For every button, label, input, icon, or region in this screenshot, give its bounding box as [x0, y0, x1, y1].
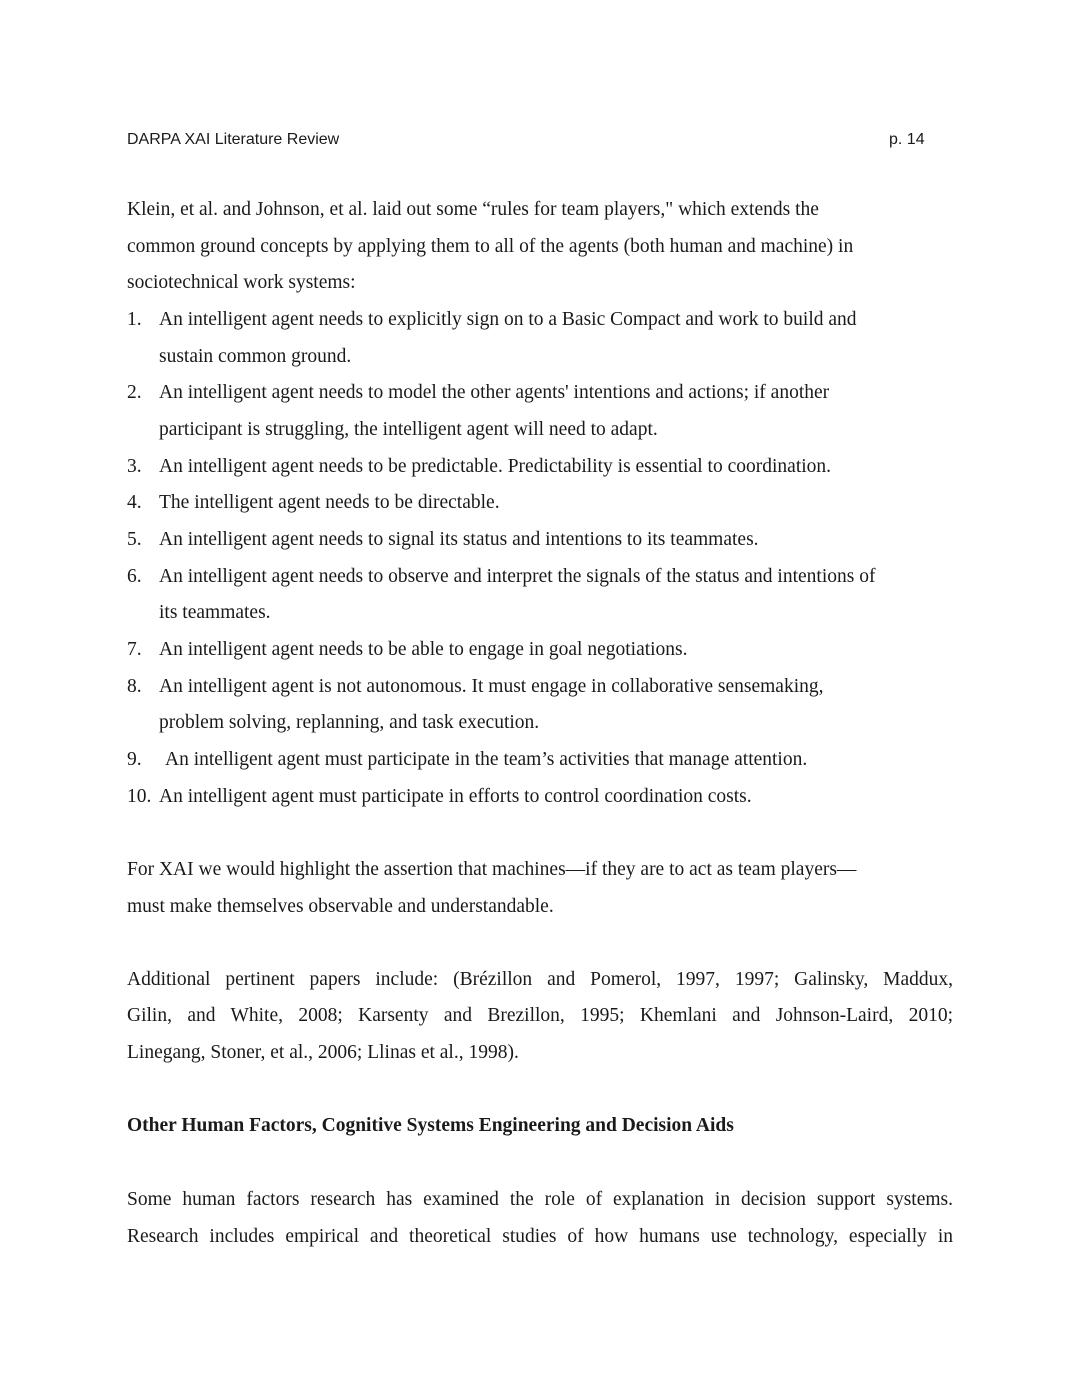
list-number: 6.	[127, 566, 142, 587]
xai-paragraph-line: For XAI we would highlight the assertion that machines—if they are to act as team players—	[127, 859, 857, 880]
list-item: problem solving, replanning, and task execution.	[159, 712, 540, 733]
list-item: An intelligent agent must participate in the team’s activities that manage attention.	[165, 749, 808, 770]
list-item: An intelligent agent is not autonomous. It must engage in collaborative sensemaking,	[159, 676, 824, 697]
additional-papers-line: Gilin, and White, 2008; Karsenty and Brezillon, 1995; Khemlani and Johnson-Laird, 2010;	[127, 1005, 953, 1026]
list-number: 4.	[127, 492, 142, 513]
additional-papers-line: Additional pertinent papers include: (Brézillon and Pomerol, 1997, 1997; Galinsky, Maddux,	[127, 969, 953, 990]
list-number: 10.	[127, 786, 152, 807]
list-item: participant is struggling, the intelligent agent will need to adapt.	[159, 419, 658, 440]
xai-paragraph-line: must make themselves observable and understandable.	[127, 896, 554, 917]
intro-line: Klein, et al. and Johnson, et al. laid out some “rules for team players," which extends the	[127, 199, 819, 220]
list-item: An intelligent agent needs to signal its status and intentions to its teammates.	[159, 529, 759, 550]
list-item: sustain common ground.	[159, 346, 352, 367]
running-header-title: DARPA XAI Literature Review	[127, 131, 340, 148]
list-item: An intelligent agent must participate in efforts to control coordination costs.	[159, 786, 752, 807]
list-item: An intelligent agent needs to model the other agents' intentions and actions; if another	[159, 382, 830, 403]
intro-line: common ground concepts by applying them to all of the agents (both human and machine) in	[127, 236, 854, 257]
additional-papers-line: Linegang, Stoner, et al., 2006; Llinas et al., 1998).	[127, 1042, 519, 1063]
section-heading: Other Human Factors, Cognitive Systems Engineering and Decision Aids	[127, 1115, 734, 1136]
list-number: 5.	[127, 529, 142, 550]
list-number: 7.	[127, 639, 142, 660]
list-item: An intelligent agent needs to be predictable. Predictability is essential to coordination.	[159, 456, 832, 477]
section-paragraph-line: Research includes empirical and theoretical studies of how humans use technology, especially in	[127, 1226, 953, 1247]
list-item: The intelligent agent needs to be directable.	[159, 492, 500, 513]
list-number: 9.	[127, 749, 142, 770]
list-number: 3.	[127, 456, 142, 477]
section-paragraph-line: Some human factors research has examined the role of explanation in decision support systems.	[127, 1189, 953, 1210]
list-number: 1.	[127, 309, 142, 330]
list-item: An intelligent agent needs to be able to engage in goal negotiations.	[159, 639, 688, 660]
list-item: An intelligent agent needs to explicitly sign on to a Basic Compact and work to build and	[159, 309, 857, 330]
list-item: An intelligent agent needs to observe and interpret the signals of the status and intentions of	[159, 566, 876, 587]
list-number: 8.	[127, 676, 142, 697]
page-number: p. 14	[889, 131, 925, 148]
list-number: 2.	[127, 382, 142, 403]
list-item: its teammates.	[159, 602, 271, 623]
intro-line: sociotechnical work systems:	[127, 272, 356, 293]
